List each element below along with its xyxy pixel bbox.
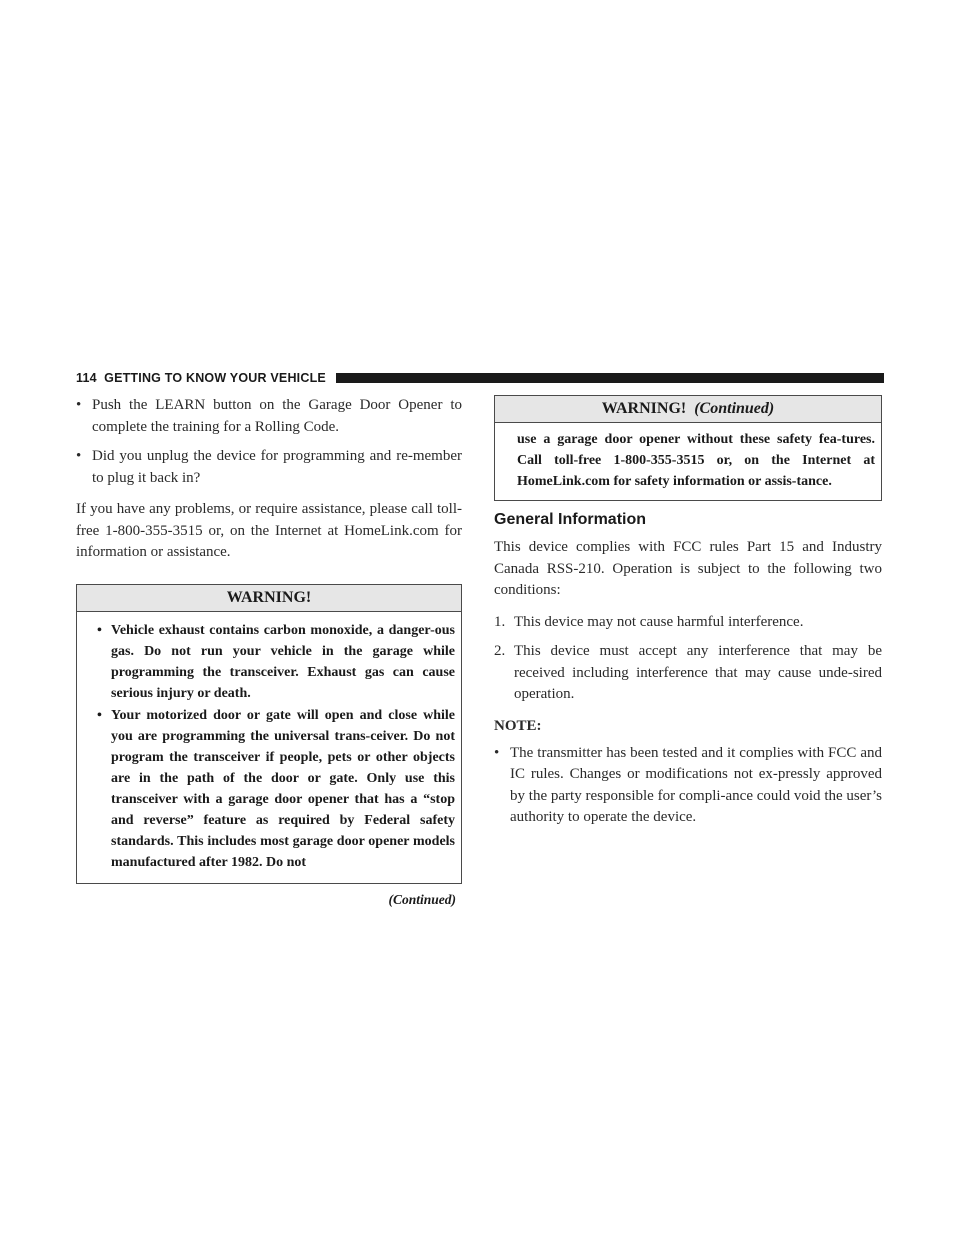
list-number: 2. [494,643,506,659]
warning-text: Your motorized door or gate will open and close while you are programming the universal trans-ceiver. Do not program the transceiver if people, pets or other objects are in the path of the door or gate. Only use this transceiver with a garage door opener that has a “stop and reverse” feature as required by Federal safety standards. This includes most garage door opener models manufactured after 1982. Do not [111,707,455,870]
list-item [76,395,462,438]
bullet-text: Push the LEARN button on the Garage Door Opener to complete the training for a Rolling Code. [92,397,462,435]
left-column [76,395,462,908]
bullet-icon: • [97,707,102,723]
list-text: This device may not cause harmful interference. [514,613,804,630]
note-label: NOTE: [494,717,542,734]
page-header [76,370,884,388]
list-item [494,743,882,829]
page-header-text [76,371,326,385]
list-number: 1. [494,613,506,630]
bullet-icon: • [97,622,102,638]
warning-body [77,612,461,883]
bullet-icon: • [76,448,82,464]
warning-text: Vehicle exhaust contains carbon monoxide, a danger-ous gas. Do not run your vehicle in the garage while programming the transceiver. Exhaust gas can cause serious injury or death. [111,622,455,701]
header-rule [336,373,884,383]
right-column [494,395,882,829]
list-text: This device must accept any interference that may be received including interference that may cause unde-sired operation. [514,643,882,702]
warning-title [495,396,881,423]
warning-title-suffix: (Continued) [694,400,775,417]
warning-title-text: WARNING! [601,400,687,417]
list-item [494,612,882,634]
bullet-text: Did you unplug the device for programming and re-member to plug it back in? [92,448,462,486]
bullet-icon: • [494,744,500,761]
assistance-paragraph: If you have any problems, or require assistance, please call toll-free 1-800-355-3515 or, on the Internet at HomeLink.com for information or assistance. [76,501,462,560]
fcc-paragraph: This device complies with FCC rules Part 15 and Industry Canada RSS-210. Operation is subject to the following two conditions: [494,539,882,598]
page-number: 114 [76,371,97,385]
warning-box [76,584,462,884]
section-title: GETTING TO KNOW YOUR VEHICLE [104,371,326,385]
list-item [76,446,462,489]
warning-item [97,705,455,873]
bullet-icon: • [76,397,82,413]
list-item [494,641,882,706]
warning-box-continued [494,395,882,501]
bullet-text: The transmitter has been tested and it complies with FCC and IC rules. Changes or modifications not ex-pressly approved by the party responsible for compli-ance could void the user’s authority to operate the device. [510,744,882,825]
warning-title: WARNING! [77,585,461,612]
warning-item [97,620,455,704]
section-heading: General Information [494,511,647,528]
continued-label: (Continued) [388,891,456,907]
warning-text: use a garage door opener without these safety fea-tures. Call toll-free 1-800-355-3515 or, on the Internet at HomeLink.com for safety information or assis-tance. [517,432,875,489]
